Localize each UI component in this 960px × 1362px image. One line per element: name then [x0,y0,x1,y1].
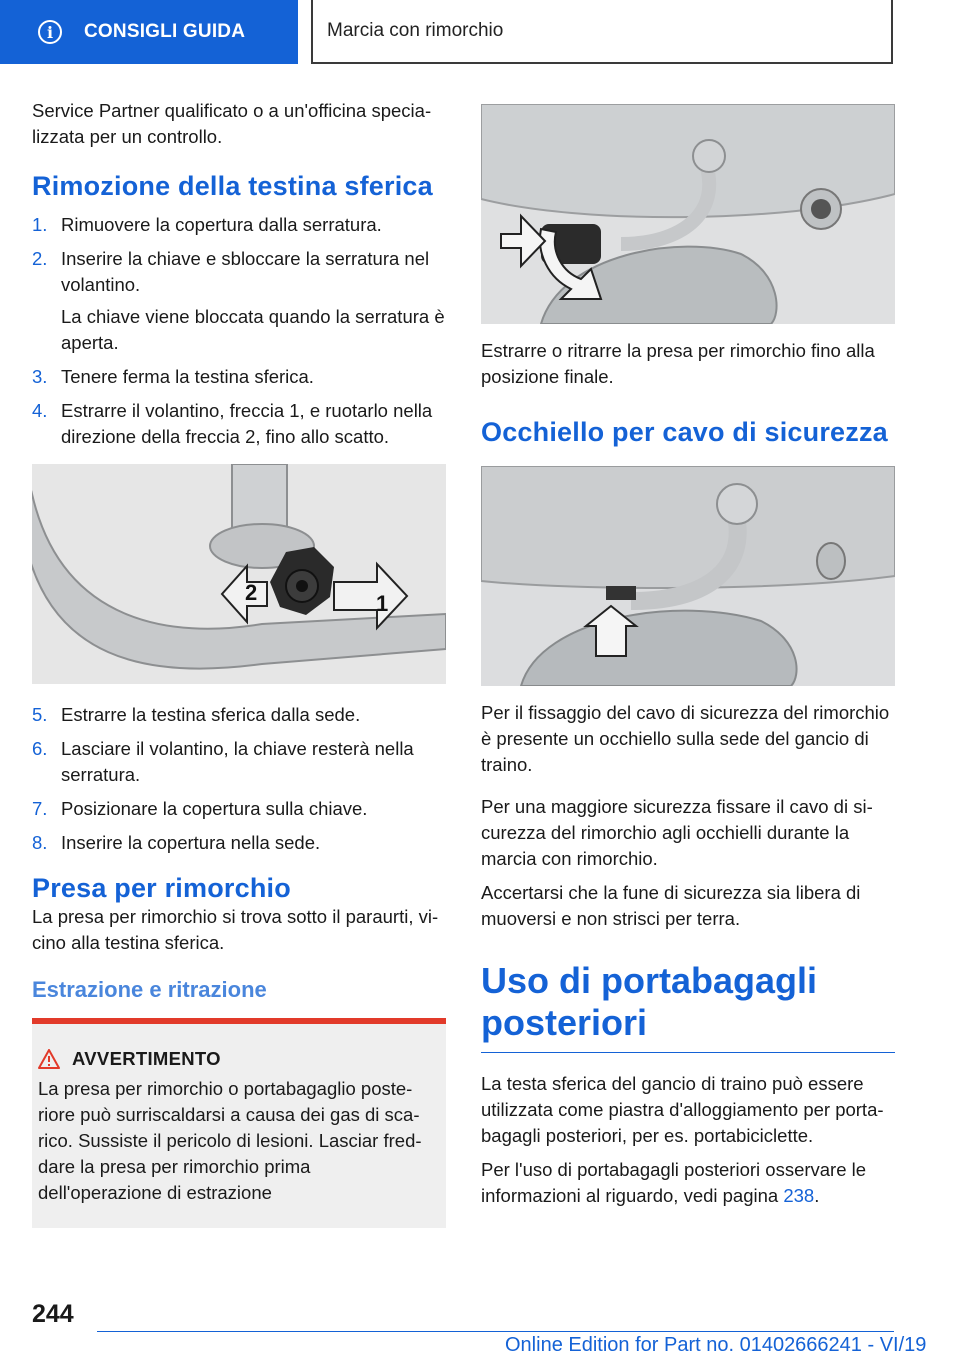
carrier-paragraph-2 [481,1157,895,1209]
list-item [32,796,446,822]
step-text: Lasciare il volantino, la chiave resterà nella serratura. [61,738,414,785]
page-number: 244 [32,1300,74,1328]
step-text: Inserire la chiave e sbloccare la serratura nel volantino. [61,248,430,295]
step-number: 4. [32,400,48,421]
carrier-text: Per l'uso di portabagagli posteriori osservare le informazioni al riguardo, vedi pagina [481,1159,867,1206]
warning-box [32,1018,446,1228]
figure-handwheel [32,464,446,684]
handwheel-illustration [32,464,446,684]
footer-edition: Online Edition for Part no. 01402666241 - VI/19 [505,1334,927,1356]
steps-list-b [32,702,446,856]
chapter-header [311,0,893,64]
warning-triangle-icon [38,1049,60,1069]
list-item [32,702,446,728]
section-title-carrier: Uso di portabagagli posteriori [481,960,818,1043]
left-column [32,98,446,1228]
list-item [32,212,446,238]
step-number: 3. [32,366,48,387]
chapter-title: Marcia con rimorchio [327,20,504,41]
figure-socket [481,104,895,324]
step-number: 5. [32,704,48,725]
page-reference-link[interactable]: 238 [783,1185,815,1206]
step-text: Tenere ferma la testina sferica. [61,366,314,387]
list-item [32,830,446,856]
section-title-eyelet: Occhiello per cavo di sicurezza [481,417,888,447]
step-number: 8. [32,832,48,853]
intro-paragraph: Service Partner qualificato o a un'officina specia-lizzata per un controllo. [32,100,432,147]
socket-paragraph: La presa per rimorchio si trova sotto il paraurti, vi-cino alla testina sferica. [32,906,439,953]
figure-caption: Estrarre o ritrarre la presa per rimorchio fino alla posizione finale. [481,340,875,387]
safety-eyelet-illustration [481,466,895,686]
steps-list-a [32,212,446,450]
step-number: 1. [32,214,48,235]
step-text: Rimuovere la copertura dalla serratura. [61,214,382,235]
step-number: 7. [32,798,48,819]
eyelet-paragraph-2: Per una maggiore sicurezza fissare il cavo di si-curezza del rimorchio agli occhielli durante la marcia con rimorchio. [481,796,873,869]
list-item [32,736,446,788]
section-title-socket: Presa per rimorchio [32,873,291,903]
figure-label-1: 1 [376,591,389,616]
right-column [481,104,895,1217]
list-item [32,246,446,356]
chapter-tab[interactable] [0,0,298,64]
carrier-text-end: . [814,1185,820,1206]
step-number: 6. [32,738,48,759]
step-text: Posizionare la copertura sulla chiave. [61,798,368,819]
subsection-title-extraction: Estrazione e ritrazione [32,977,267,1002]
step-text: Inserire la copertura nella sede. [61,832,321,853]
chapter-tab-label: CONSIGLI GUIDA [84,21,246,42]
figure-label-2: 2 [245,580,258,605]
step-text: Estrarre la testina sferica dalla sede. [61,704,361,725]
eyelet-paragraph-1: Per il fissaggio del cavo di sicurezza del rimorchio è presente un occhiello sulla sede del gancio di traino. [481,702,890,775]
step-text: Estrarre il volantino, freccia 1, e ruotarlo nella direzione della freccia 2, fino allo scatto. [61,400,433,447]
list-item [32,398,446,450]
list-item [32,364,446,390]
carrier-paragraph-1: La testa sferica del gancio di traino può essere utilizzata come piastra d'alloggiamento per porta-bagagli posteriori, per es. portabiciclette. [481,1073,884,1146]
warning-text: La presa per rimorchio o portabagaglio poste-riore può surriscaldarsi a causa dei gas di sca-rico. Sussiste il pericolo di lesioni. Lasciar fred-dare la presa per rimorchio prima dell'operazione di estrazione [38,1078,422,1203]
footer-divider [97,1331,894,1332]
warning-title: AVVERTIMENTO [72,1048,221,1069]
figure-eyelet [481,466,895,686]
section-title-removal: Rimozione della testina sferica [32,171,433,201]
trailer-socket-illustration [481,104,895,324]
warning-header [38,1046,438,1072]
step-note: La chiave viene bloccata quando la serratura è aperta. [61,306,445,353]
section-divider [481,1052,895,1053]
info-icon: i [38,20,62,44]
eyelet-paragraph-3: Accertarsi che la fune di sicurezza sia libera di muoversi e non strisci per terra. [481,882,861,929]
step-number: 2. [32,248,48,269]
